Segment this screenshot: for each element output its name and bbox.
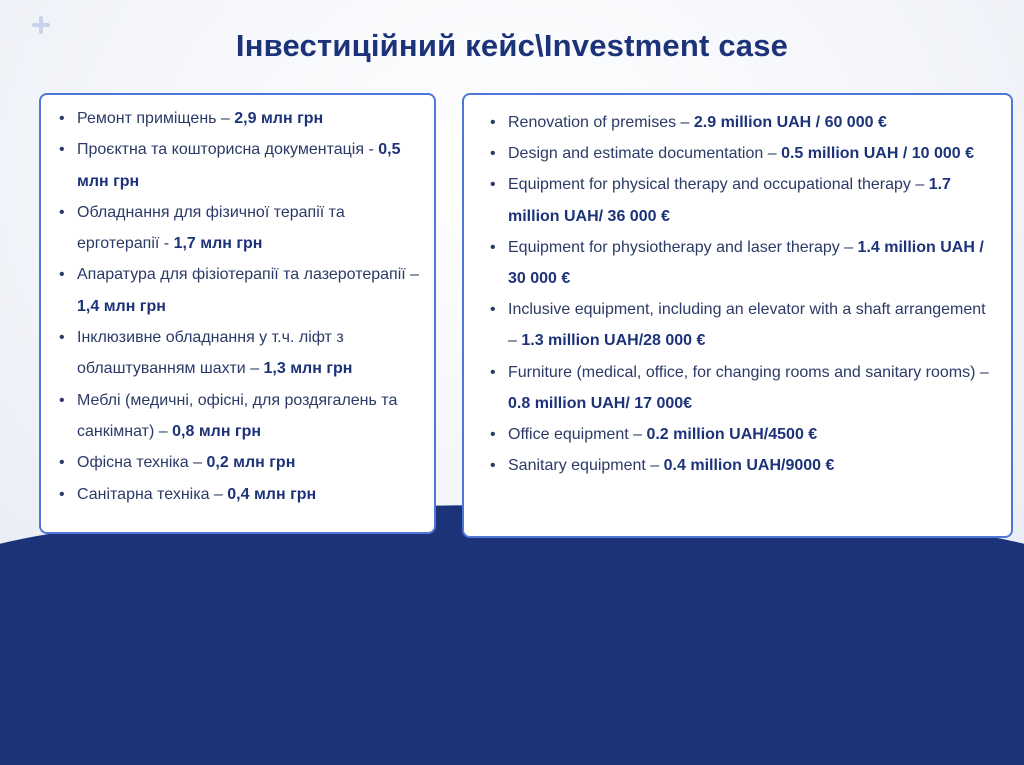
amount: 2,9 млн грн [234,110,324,127]
list-item: • Обладнання для фізичної терапії та ерготерапії - 1,7 млн грн [59,197,422,260]
list-item: • Ремонт приміщень – 2,9 млн грн [59,103,422,134]
decorative-bottom-arc [0,505,1024,765]
amount: 0,8 млн грн [172,422,262,440]
list-item: • Інклюзивне обладнання у т.ч. ліфт з облаштуванням шахти – 1,3 млн грн [59,322,422,385]
amount: 1.4 million UAH / 30 000 € [508,238,984,288]
list-item: • Санітарна техніка – 0,4 млн грн [59,479,422,510]
list-item: • Design and estimate documentation – 0.5 million UAH / 10 000 € [490,138,997,169]
amount: 1.7 million UAH/ 36 000 € [508,176,951,225]
amount: 1.3 million UAH/28 000 € [521,332,706,350]
ukrainian-cost-list [41,95,434,510]
list-item: • Equipment for physiotherapy and laser therapy – 1.4 million UAH / 30 000 € [490,232,997,294]
amount: 0.8 million UAH/ 17 000€ [508,394,693,412]
list-item: • Офісна техніка – 0,2 млн грн [59,447,422,478]
english-cost-list-card [462,93,1013,538]
amount: 1,3 млн грн [263,360,353,378]
amount: 2.9 million UAH / 60 000 € [693,114,887,131]
list-item: • Проєктна та кошторисна документація - 0,5 млн грн [59,134,422,197]
amount: 0,2 млн грн [206,454,296,472]
list-item: • Меблі (медичні, офісні, для роздягалень та санкімнат) – 0,8 млн грн [59,385,422,448]
ukrainian-cost-list-card [39,93,436,534]
list-item: • Office equipment – 0.2 million UAH/4500 € [490,419,997,450]
amount: 0,5 млн грн [77,141,401,190]
list-item: • Equipment for physical therapy and occupational therapy – 1.7 million UAH/ 36 000 € [490,169,997,231]
list-item: • Furniture (medical, office, for changing rooms and sanitary rooms) – 0.8 million UAH/ 17 000€ [490,357,997,419]
list-item: • Апаратура для фізіотерапії та лазеротерапії – 1,4 млн грн [59,259,422,322]
english-cost-list [464,95,1011,481]
list-item: • Renovation of premises – 2.9 million UAH / 60 000 € [490,107,997,138]
amount: 0.2 million UAH/4500 € [646,426,818,444]
amount: 1,7 млн грн [173,235,263,253]
amount: 0.4 million UAH/9000 € [663,457,835,475]
list-item: • Inclusive equipment, including an elevator with a shaft arrangement – 1.3 million UAH/28 000 € [490,294,997,356]
amount: 0,4 млн грн [227,485,317,503]
page-title: Інвестиційний кейс\Investment case [235,28,789,63]
list-item: • Sanitary equipment – 0.4 million UAH/9000 € [490,450,997,481]
amount: 1,4 млн грн [77,297,166,315]
amount: 0.5 million UAH / 10 000 € [781,145,975,163]
